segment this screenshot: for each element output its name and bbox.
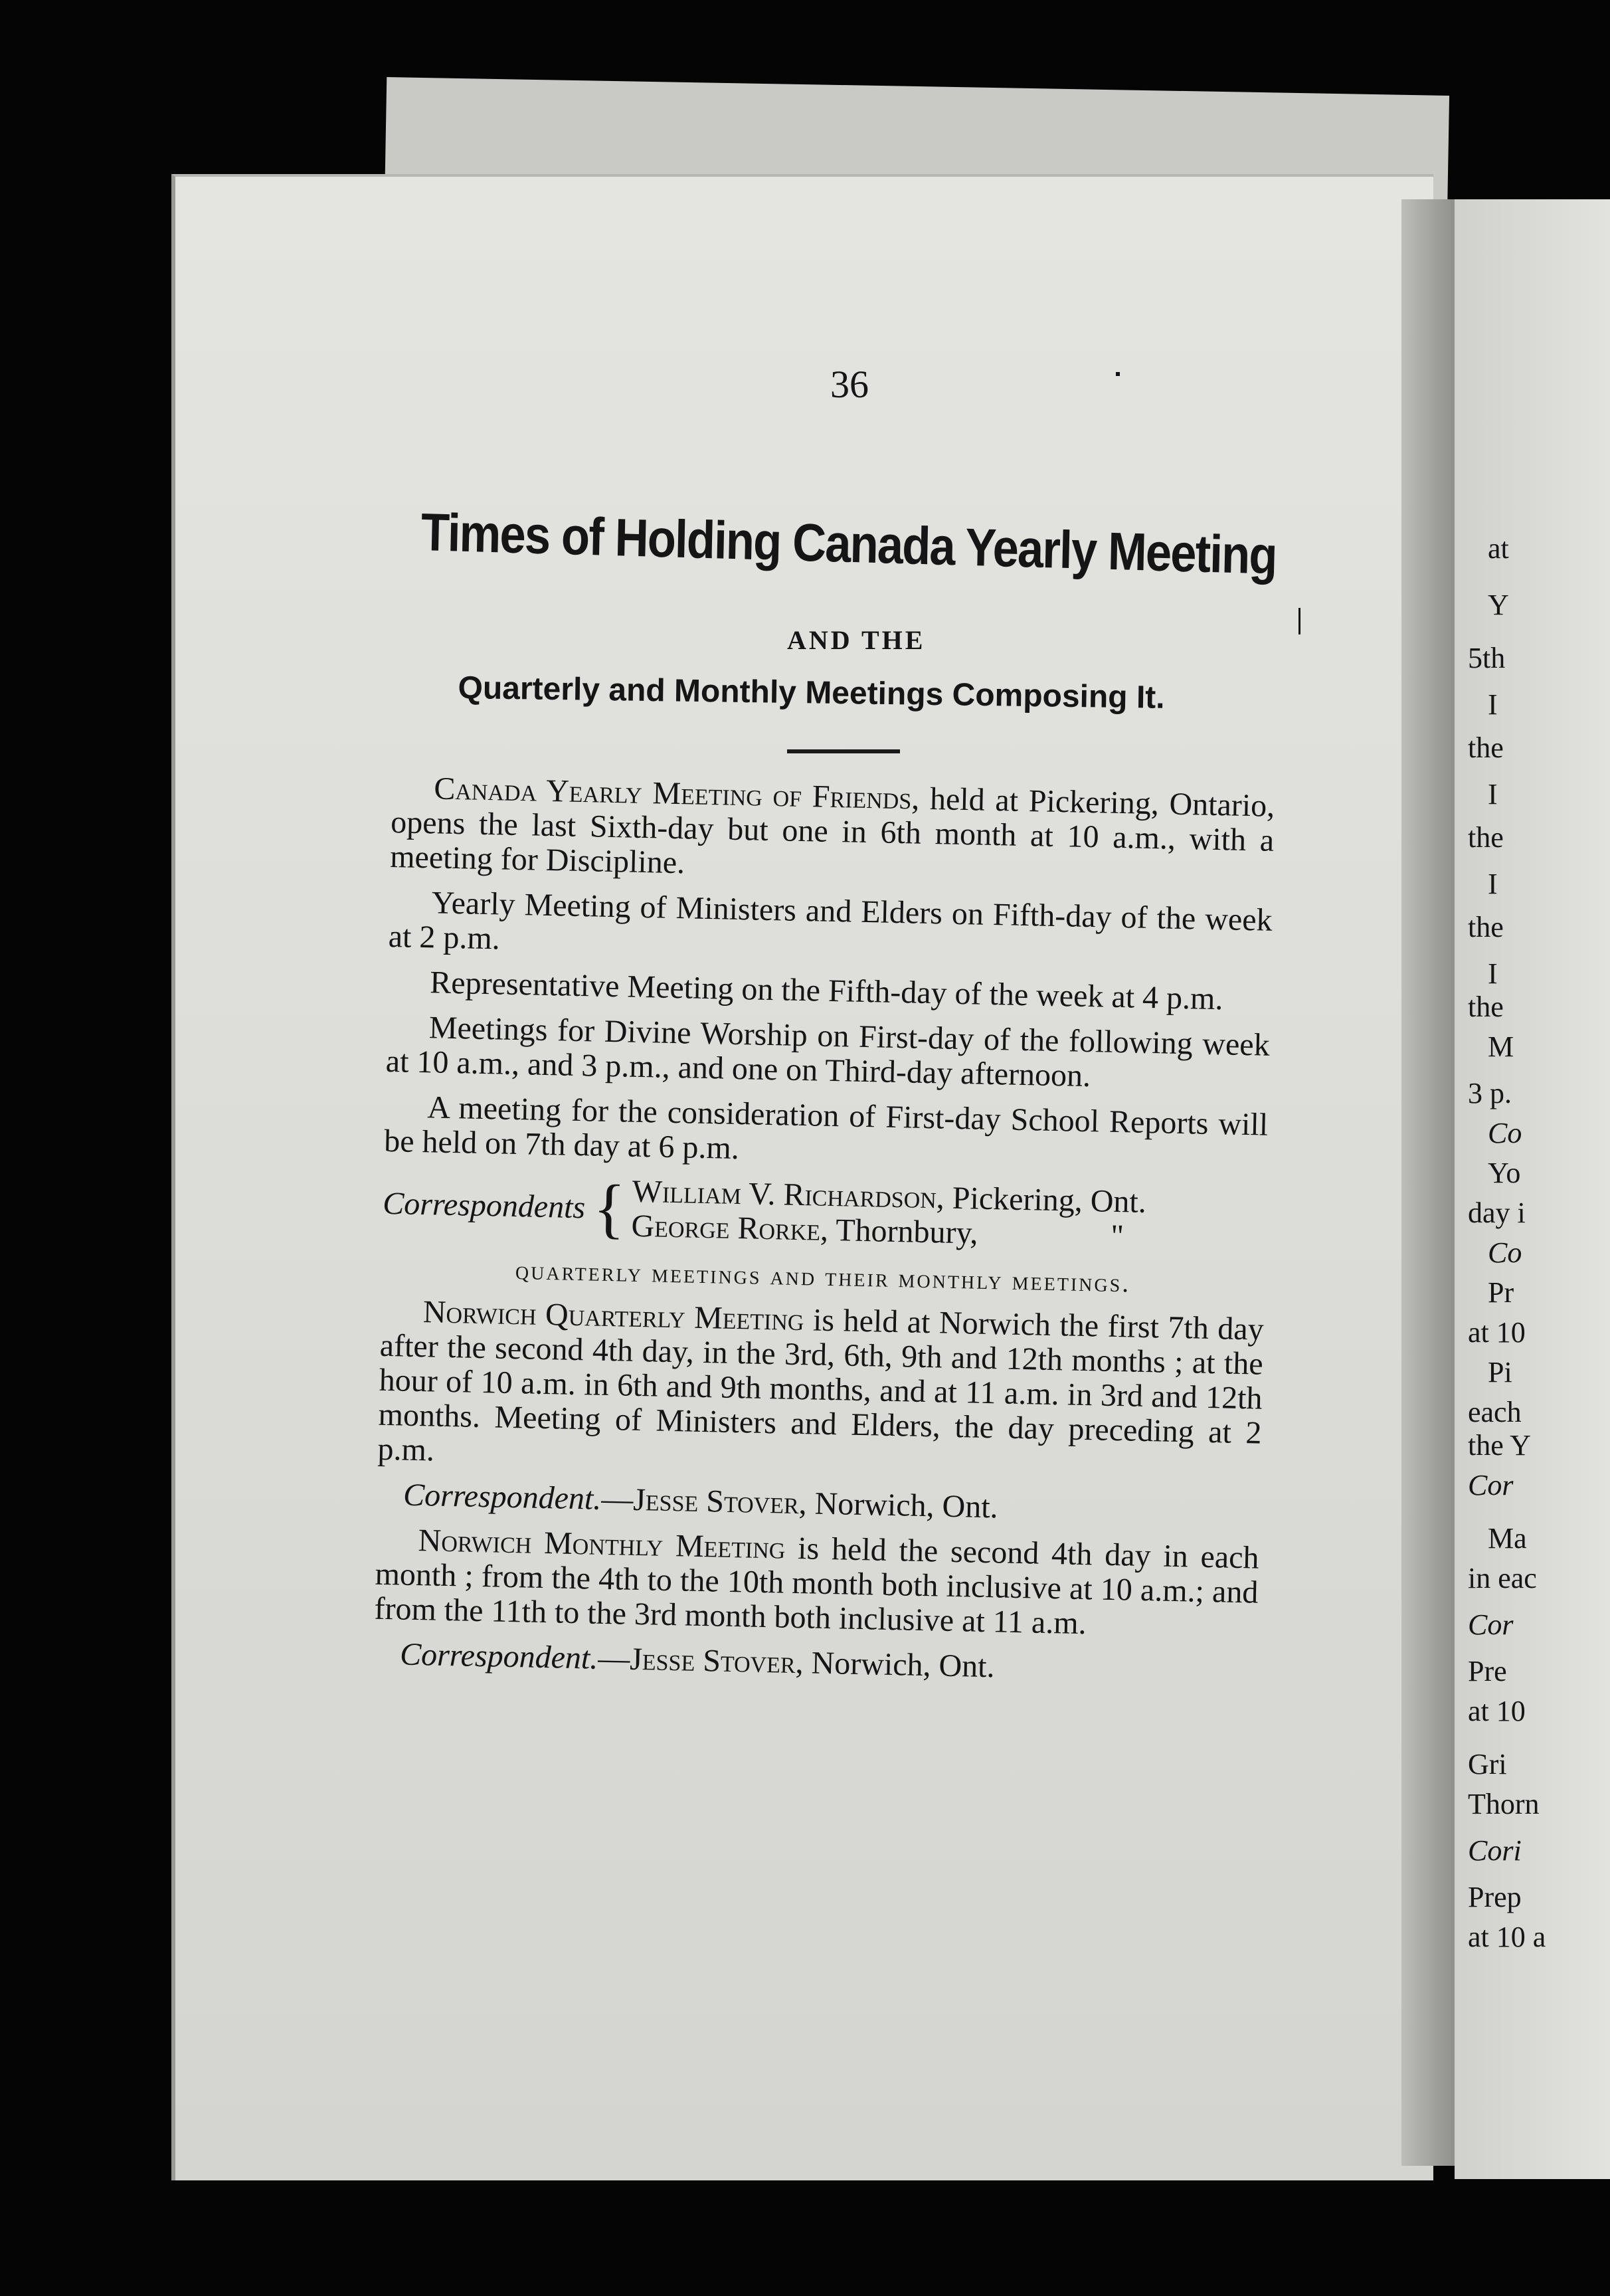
right-page-line: at 10 a bbox=[1468, 1921, 1546, 1953]
quarterly-lead: Norwich Quarterly Meeting bbox=[422, 1294, 805, 1338]
subhead: AND THE bbox=[787, 625, 926, 655]
quarterly-corr-place: Norwich, Ont. bbox=[806, 1485, 999, 1525]
correspondents-label: Correspondents bbox=[382, 1185, 586, 1226]
right-page-line: Co bbox=[1488, 1117, 1522, 1149]
right-page-line: Ma bbox=[1488, 1522, 1527, 1555]
right-page-line: I bbox=[1488, 868, 1498, 900]
right-page-line: Cor bbox=[1468, 1469, 1514, 1501]
quarterly-corr-dash: — bbox=[600, 1481, 634, 1517]
right-page-line: Y bbox=[1488, 589, 1509, 621]
section-heading: quarterly meetings and their monthly meetings. bbox=[515, 1255, 1131, 1298]
paragraph-monthly-meeting bbox=[374, 1523, 1259, 1645]
ink-speck bbox=[1298, 608, 1300, 634]
right-page-line: Co bbox=[1488, 1236, 1522, 1269]
right-page-line: the bbox=[1468, 911, 1504, 943]
right-page-line: the bbox=[1468, 991, 1504, 1023]
right-page-line: I bbox=[1488, 688, 1498, 721]
monthly-corr-dash: — bbox=[597, 1640, 630, 1677]
quarterly-corr-name: Jesse Stover, bbox=[632, 1482, 808, 1521]
right-page-line: I bbox=[1488, 957, 1498, 990]
correspondent-2-place: Thornbury, bbox=[828, 1212, 978, 1251]
right-page-fragment bbox=[1455, 199, 1610, 2179]
paragraph-representative: Representative Meeting on the Fifth-day of the week at 4 p.m. bbox=[429, 965, 1223, 1017]
right-page-line: M bbox=[1488, 1030, 1514, 1063]
monthly-lead: Norwich Monthly Meeting bbox=[418, 1523, 786, 1566]
yearly-meeting-lead: Canada Yearly Meeting of Friends, bbox=[433, 771, 920, 816]
correspondent-2-name: George Rorke, bbox=[631, 1208, 829, 1248]
monthly-text: is held the second 4th day in each month ; from the 4th to the 10th month both inclusive at 10 a.m.; and from the 11th to the 3rd month both inclusive at 11 a.m. bbox=[374, 1530, 1260, 1642]
right-page-line: the Y bbox=[1468, 1429, 1531, 1462]
title-rule bbox=[787, 749, 900, 753]
page-subtitle: Quarterly and Monthly Meetings Composing It. bbox=[458, 670, 1165, 716]
correspondents-names bbox=[631, 1175, 1146, 1254]
right-page-line: Pre bbox=[1468, 1655, 1507, 1687]
right-page-line: Cori bbox=[1468, 1834, 1522, 1867]
quarterly-text: is held at Norwich the first 7th day after the second 4th day, in the 3rd, 6th, 9th and 12th months ; at the hour of 10 a.m. in 6th and 9th months, and at 11 a.m. in 3rd and 12th months. Meeting of Ministers and Elders, the day preceding at 2 p.m. bbox=[377, 1302, 1265, 1468]
paragraph-first-day-school: A meeting for the consideration of First-day School Reports will be held on 7th day at 6 p.m. bbox=[383, 1090, 1269, 1167]
body-text bbox=[373, 771, 1275, 1701]
book-gutter bbox=[1401, 199, 1455, 2166]
ditto-mark: " bbox=[1110, 1218, 1124, 1254]
right-page-line: day i bbox=[1468, 1196, 1526, 1229]
correspondents-block bbox=[382, 1169, 1267, 1257]
right-page-line: at 10 bbox=[1468, 1316, 1526, 1349]
quarterly-corr-label: Correspondent. bbox=[402, 1477, 602, 1517]
right-page-line: Pr bbox=[1488, 1276, 1514, 1309]
paragraph-quarterly-meeting bbox=[377, 1294, 1264, 1485]
ink-speck bbox=[1116, 372, 1120, 376]
paragraph-ministers-elders: Yearly Meeting of Ministers and Elders on Fifth-day of the week at 2 p.m. bbox=[388, 885, 1273, 957]
paragraph-worship: Meetings for Divine Worship on First-day of the following week at 10 a.m., and 3 p.m., and one on Third-day afternoon. bbox=[385, 1010, 1271, 1094]
yearly-meeting-text: held at Pickering, Ontario, opens the last Sixth-day but one in 6th month at 10 a.m., with a meeting for Discipline. bbox=[389, 781, 1275, 881]
right-page-line: Gri bbox=[1468, 1748, 1507, 1780]
right-page-line: I bbox=[1488, 778, 1498, 811]
paragraph-yearly-meeting bbox=[390, 771, 1275, 893]
right-page-line: Pi bbox=[1488, 1356, 1512, 1388]
page-title: Times of Holding Canada Yearly Meeting bbox=[420, 502, 1277, 585]
right-page-line: at 10 bbox=[1468, 1695, 1526, 1727]
right-page-line: Cor bbox=[1468, 1608, 1514, 1641]
quarterly-correspondent bbox=[377, 1478, 1261, 1531]
correspondent-1-place: Pickering, Ont. bbox=[944, 1180, 1147, 1220]
right-page-line: in eac bbox=[1468, 1562, 1537, 1594]
right-page-line: the bbox=[1468, 731, 1504, 764]
correspondent-1-name: William V. Richardson, bbox=[632, 1173, 945, 1216]
right-page-line: Prep bbox=[1468, 1881, 1522, 1913]
monthly-corr-label: Correspondent. bbox=[399, 1636, 598, 1676]
monthly-corr-place: Norwich, Ont. bbox=[803, 1645, 996, 1685]
right-page-line: 5th bbox=[1468, 642, 1506, 674]
right-page-line: 3 p. bbox=[1468, 1077, 1512, 1109]
page-number: 36 bbox=[830, 363, 869, 406]
right-page-line: the bbox=[1468, 821, 1504, 854]
right-page-line: at bbox=[1488, 532, 1509, 565]
right-page-line: each bbox=[1468, 1396, 1522, 1428]
monthly-corr-name: Jesse Stover, bbox=[629, 1641, 804, 1681]
brace-symbol: { bbox=[592, 1171, 626, 1246]
right-page-line: Thorn bbox=[1468, 1788, 1540, 1820]
right-page-line: Yo bbox=[1488, 1157, 1521, 1189]
monthly-correspondent bbox=[373, 1637, 1257, 1690]
